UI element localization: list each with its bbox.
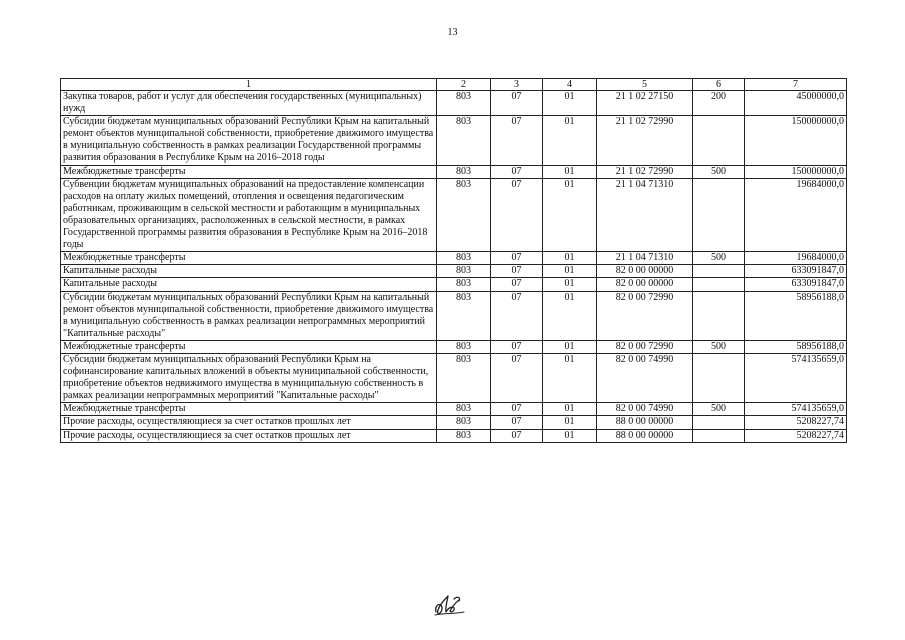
row-rz: 07 bbox=[491, 265, 543, 278]
row-pr: 01 bbox=[543, 116, 597, 165]
row-pr: 01 bbox=[543, 291, 597, 340]
row-vr bbox=[693, 265, 745, 278]
row-csr: 82 0 00 72990 bbox=[597, 291, 693, 340]
row-csr: 21 1 04 71310 bbox=[597, 178, 693, 252]
row-csr: 88 0 00 00000 bbox=[597, 416, 693, 429]
row-pr: 01 bbox=[543, 265, 597, 278]
row-rz: 07 bbox=[491, 403, 543, 416]
row-name: Капитальные расходы bbox=[61, 278, 437, 291]
row-csr: 21 1 02 72990 bbox=[597, 165, 693, 178]
row-gr: 803 bbox=[437, 165, 491, 178]
row-sum: 633091847,0 bbox=[745, 278, 847, 291]
row-csr: 82 0 00 00000 bbox=[597, 265, 693, 278]
header-col-5: 5 bbox=[597, 79, 693, 91]
row-csr: 82 0 00 00000 bbox=[597, 278, 693, 291]
table-row bbox=[61, 178, 847, 252]
row-sum: 574135659,0 bbox=[745, 353, 847, 402]
row-gr: 803 bbox=[437, 178, 491, 252]
row-rz: 07 bbox=[491, 165, 543, 178]
table-row bbox=[61, 353, 847, 402]
row-gr: 803 bbox=[437, 278, 491, 291]
row-sum: 19684000,0 bbox=[745, 252, 847, 265]
row-rz: 07 bbox=[491, 353, 543, 402]
table-row bbox=[61, 278, 847, 291]
row-sum: 150000000,0 bbox=[745, 165, 847, 178]
row-sum: 58956188,0 bbox=[745, 340, 847, 353]
budget-table bbox=[60, 78, 847, 443]
row-vr: 500 bbox=[693, 165, 745, 178]
row-name: Межбюджетные трансферты bbox=[61, 340, 437, 353]
row-pr: 01 bbox=[543, 416, 597, 429]
row-name: Межбюджетные трансферты bbox=[61, 403, 437, 416]
row-gr: 803 bbox=[437, 291, 491, 340]
row-vr bbox=[693, 116, 745, 165]
row-name: Субвенции бюджетам муниципальных образований на предоставление компенсации расходов на оплату жилых помещений, отопления и освещения педагогическим работникам, проживающим в сельской местности и работающим в муниципальных образовательных организациях, расположенных в сельской местности, в рамках Государственной программы развития образования в Республике Крым на 2016–2018 годы bbox=[61, 178, 437, 252]
row-pr: 01 bbox=[543, 429, 597, 442]
row-csr: 21 1 02 72990 bbox=[597, 116, 693, 165]
row-csr: 88 0 00 00000 bbox=[597, 429, 693, 442]
row-gr: 803 bbox=[437, 91, 491, 116]
row-name: Капитальные расходы bbox=[61, 265, 437, 278]
table-row bbox=[61, 252, 847, 265]
row-gr: 803 bbox=[437, 416, 491, 429]
table-row bbox=[61, 291, 847, 340]
row-pr: 01 bbox=[543, 178, 597, 252]
row-name: Субсидии бюджетам муниципальных образований Республики Крым на капитальный ремонт объектов муниципальной собственности, приобретение движимого имущества в муниципальную собственность в рамках реализации непрограммных мероприятий "Капитальные расходы" bbox=[61, 291, 437, 340]
row-name: Прочие расходы, осуществляющиеся за счет остатков прошлых лет bbox=[61, 429, 437, 442]
row-rz: 07 bbox=[491, 429, 543, 442]
row-name: Прочие расходы, осуществляющиеся за счет остатков прошлых лет bbox=[61, 416, 437, 429]
row-name: Субсидии бюджетам муниципальных образований Республики Крым на капитальный ремонт объектов муниципальной собственности, приобретение движимого имущества в муниципальную собственность в рамках реализации Государственной программы развития образования в Республике Крым на 2016–2018 годы bbox=[61, 116, 437, 165]
header-col-4: 4 bbox=[543, 79, 597, 91]
table-row bbox=[61, 340, 847, 353]
header-col-6: 6 bbox=[693, 79, 745, 91]
row-pr: 01 bbox=[543, 91, 597, 116]
row-pr: 01 bbox=[543, 340, 597, 353]
row-csr: 82 0 00 74990 bbox=[597, 403, 693, 416]
row-gr: 803 bbox=[437, 403, 491, 416]
row-name: Межбюджетные трансферты bbox=[61, 252, 437, 265]
table-row bbox=[61, 265, 847, 278]
row-rz: 07 bbox=[491, 116, 543, 165]
row-gr: 803 bbox=[437, 252, 491, 265]
table-row bbox=[61, 91, 847, 116]
row-vr: 500 bbox=[693, 403, 745, 416]
header-col-7: 7 bbox=[745, 79, 847, 91]
row-vr: 200 bbox=[693, 91, 745, 116]
row-vr bbox=[693, 178, 745, 252]
row-vr bbox=[693, 278, 745, 291]
row-vr: 500 bbox=[693, 340, 745, 353]
row-sum: 58956188,0 bbox=[745, 291, 847, 340]
row-sum: 574135659,0 bbox=[745, 403, 847, 416]
table-row bbox=[61, 165, 847, 178]
row-pr: 01 bbox=[543, 252, 597, 265]
row-sum: 5208227,74 bbox=[745, 429, 847, 442]
row-csr: 21 1 02 27150 bbox=[597, 91, 693, 116]
row-vr bbox=[693, 429, 745, 442]
table-row bbox=[61, 116, 847, 165]
row-gr: 803 bbox=[437, 429, 491, 442]
table-row bbox=[61, 429, 847, 442]
header-col-3: 3 bbox=[491, 79, 543, 91]
header-row bbox=[61, 79, 847, 91]
header-col-2: 2 bbox=[437, 79, 491, 91]
row-sum: 150000000,0 bbox=[745, 116, 847, 165]
page-number: 13 bbox=[447, 27, 458, 38]
handwritten-initials bbox=[430, 590, 470, 618]
row-gr: 803 bbox=[437, 353, 491, 402]
table-row bbox=[61, 416, 847, 429]
row-pr: 01 bbox=[543, 403, 597, 416]
row-pr: 01 bbox=[543, 165, 597, 178]
row-vr bbox=[693, 416, 745, 429]
row-rz: 07 bbox=[491, 252, 543, 265]
row-vr: 500 bbox=[693, 252, 745, 265]
row-gr: 803 bbox=[437, 116, 491, 165]
row-sum: 633091847,0 bbox=[745, 265, 847, 278]
row-csr: 82 0 00 74990 bbox=[597, 353, 693, 402]
row-gr: 803 bbox=[437, 265, 491, 278]
row-rz: 07 bbox=[491, 278, 543, 291]
row-name: Субсидии бюджетам муниципальных образований Республики Крым на софинансирование капитальных вложений в объекты муниципальной собственности, приобретение объектов недвижимого имущества в муниципальную собственность в рамках реализации непрограммных мероприятий "Капитальные расходы" bbox=[61, 353, 437, 402]
row-vr bbox=[693, 353, 745, 402]
row-name: Закупка товаров, работ и услуг для обеспечения государственных (муниципальных) нужд bbox=[61, 91, 437, 116]
row-rz: 07 bbox=[491, 178, 543, 252]
row-sum: 5208227,74 bbox=[745, 416, 847, 429]
row-rz: 07 bbox=[491, 416, 543, 429]
row-gr: 803 bbox=[437, 340, 491, 353]
row-vr bbox=[693, 291, 745, 340]
row-rz: 07 bbox=[491, 291, 543, 340]
row-sum: 19684000,0 bbox=[745, 178, 847, 252]
row-csr: 21 1 04 71310 bbox=[597, 252, 693, 265]
row-rz: 07 bbox=[491, 91, 543, 116]
row-csr: 82 0 00 72990 bbox=[597, 340, 693, 353]
row-rz: 07 bbox=[491, 340, 543, 353]
table-row bbox=[61, 403, 847, 416]
header-col-1: 1 bbox=[61, 79, 437, 91]
row-sum: 45000000,0 bbox=[745, 91, 847, 116]
row-pr: 01 bbox=[543, 353, 597, 402]
row-pr: 01 bbox=[543, 278, 597, 291]
row-name: Межбюджетные трансферты bbox=[61, 165, 437, 178]
